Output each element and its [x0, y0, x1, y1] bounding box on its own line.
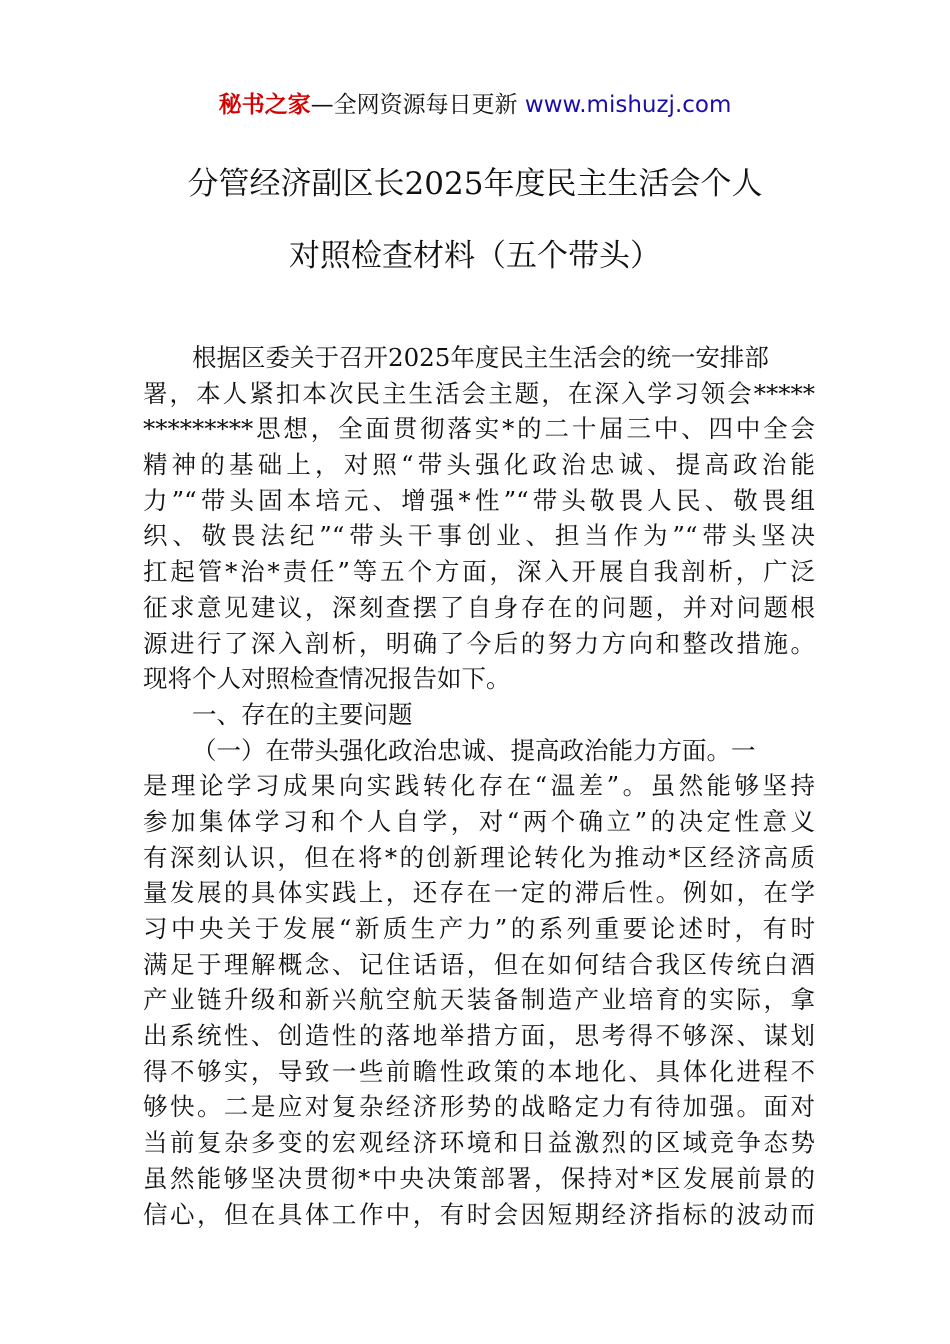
body-line: 够快。二是应对复杂经济形势的战略定力有待加强。面对	[143, 1092, 815, 1122]
body-line: 扛起管*治*责任”等五个方面，深入开展自我剖析，广泛	[143, 557, 815, 587]
body-line: 当前复杂多变的宏观经济环境和日益激烈的区域竞争态势	[143, 1128, 815, 1158]
body-line: 根据区委关于召开2025年度民主生活会的统一安排部	[192, 343, 769, 372]
body-line: *********思想，全面贯彻落实*的二十届三中、四中全会	[143, 414, 815, 444]
site-header	[0, 88, 950, 122]
body-line: 织、敬畏法纪”“带头干事创业、担当作为”“带头坚决	[143, 521, 815, 551]
body-line: 力”“带头固本培元、增强*性”“带头敬畏人民、敬畏组	[143, 485, 815, 515]
document-title-line-2: 对照检查材料（五个带头）	[289, 238, 661, 274]
body-line: 量发展的具体实践上，还存在一定的滞后性。例如，在学	[143, 878, 815, 908]
body-line: 署，本人紧扣本次民主生活会主题，在深入学习领会*****	[143, 378, 815, 408]
body-line: 满足于理解概念、记住话语，但在如何结合我区传统白酒	[143, 949, 815, 979]
body-line: 是理论学习成果向实践转化存在“温差”。虽然能够坚持	[143, 771, 815, 801]
body-line: 虽然能够坚决贯彻*中央决策部署，保持对*区发展前景的	[143, 1163, 815, 1193]
body-line: 产业链升级和新兴航空航天装备制造产业培育的实际，拿	[143, 985, 815, 1015]
site-url-link[interactable]: www.mishuzj.com	[524, 92, 732, 118]
body-line: （一）在带头强化政治忠诚、提高政治能力方面。一	[192, 735, 756, 765]
body-line: 参加集体学习和个人自学，对“两个确立”的决定性意义	[143, 806, 815, 836]
document-body	[143, 340, 815, 1232]
body-line: 现将个人对照检查情况报告如下。	[143, 664, 511, 694]
body-line: 征求意见建议，深刻查摆了自身存在的问题，并对问题根	[143, 592, 815, 622]
document-title-line-1: 分管经济副区长2025年度民主生活会个人	[187, 166, 763, 202]
body-line: 出系统性、创造性的落地举措方面，思考得不够深、谋划	[143, 1021, 815, 1051]
site-brand: 秘书之家	[218, 92, 311, 118]
body-line: 得不够实，导致一些前瞻性政策的本地化、具体化进程不	[143, 1056, 815, 1086]
body-line: 有深刻认识，但在将*的创新理论转化为推动*区经济高质	[143, 842, 815, 872]
body-line: 精神的基础上，对照“带头强化政治忠诚、提高政治能	[143, 450, 815, 480]
body-line: 信心，但在具体工作中，有时会因短期经济指标的波动而	[143, 1199, 815, 1229]
body-line: 源进行了深入剖析，明确了今后的努力方向和整改措施。	[143, 628, 815, 658]
site-tagline: —全网资源每日更新	[310, 92, 525, 118]
section-heading: 一、存在的主要问题	[192, 699, 413, 729]
body-line: 习中央关于发展“新质生产力”的系列重要论述时，有时	[143, 914, 815, 943]
